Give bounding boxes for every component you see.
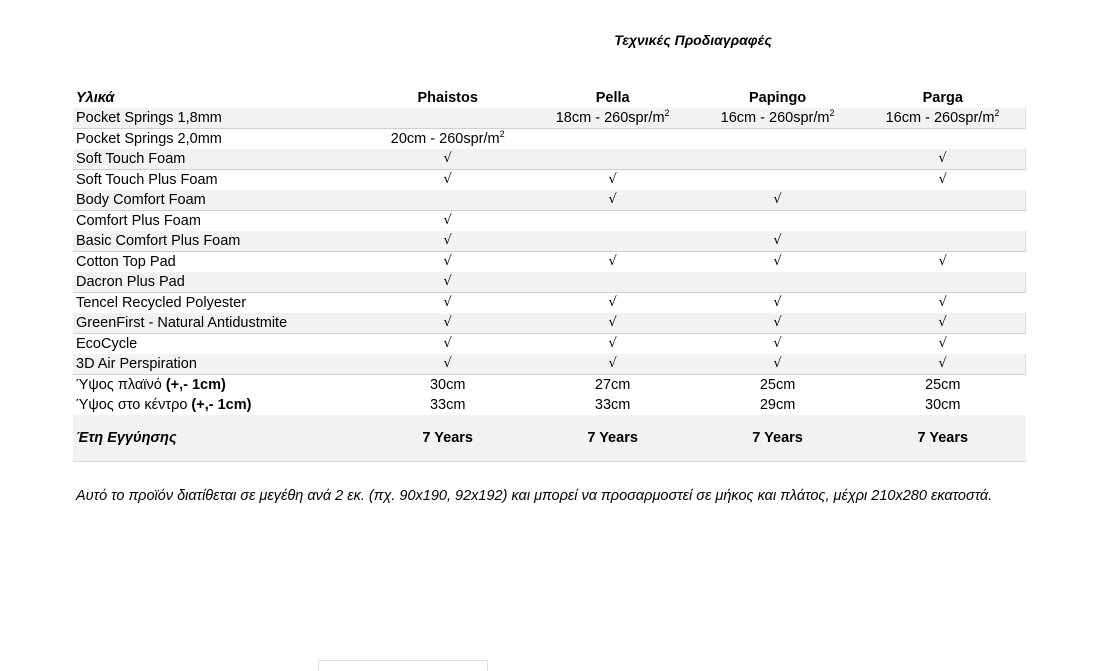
row-label: Cotton Top Pad	[76, 254, 176, 270]
height-value: 30cm	[925, 397, 961, 413]
height-value: 30cm	[429, 377, 466, 393]
row-label: Pocket Springs 1,8mm	[73, 108, 365, 129]
check-mark-icon	[695, 149, 860, 170]
check-mark-icon: √	[695, 354, 860, 375]
check-mark-icon: √	[938, 295, 947, 310]
check-mark-icon	[530, 231, 695, 252]
row-label: Body Comfort Foam	[73, 190, 365, 211]
table-row	[73, 170, 1026, 191]
row-label: Dacron Plus Pad	[73, 272, 365, 293]
cell-value	[530, 129, 695, 150]
check-mark-icon: √	[773, 295, 782, 310]
check-mark-icon: √	[365, 354, 530, 375]
row-label: Tencel Recycled Polyester	[76, 295, 247, 311]
table-row	[73, 149, 1026, 170]
check-mark-icon: √	[443, 172, 452, 187]
table-header-row	[73, 88, 1026, 108]
check-mark-icon	[695, 211, 860, 232]
check-mark-icon: √	[773, 336, 782, 351]
check-mark-icon: √	[860, 313, 1025, 334]
check-mark-icon: √	[695, 313, 860, 334]
check-mark-icon: √	[608, 295, 617, 310]
warranty-label: Έτη Εγγύησης	[73, 415, 365, 462]
check-mark-icon: √	[938, 172, 947, 187]
cell-value	[365, 129, 530, 150]
table-row	[73, 334, 1026, 355]
header-model: Pella	[595, 90, 630, 106]
check-mark-icon: √	[860, 149, 1025, 170]
header-model: Parga	[922, 90, 963, 106]
height-value: 25cm	[925, 377, 961, 393]
table-row	[73, 375, 1026, 396]
row-label: Pocket Springs 2,0mm	[76, 131, 222, 147]
height-value: 33cm	[594, 397, 631, 413]
availability-note: Αυτό το προϊόν διατίθεται σε μεγέθη ανά 2 εκ. (πχ. 90x190, 92x192) και μπορεί να προσαρμοστεί σε μήκος και πλάτος, μέχρι 210x280 εκατοστά.	[76, 488, 993, 504]
table-row	[73, 211, 1026, 232]
check-mark-icon: √	[443, 295, 452, 310]
check-mark-icon: √	[938, 336, 947, 351]
check-mark-icon: √	[443, 213, 452, 228]
specifications-table	[73, 88, 1026, 462]
superscript: 2	[994, 108, 1000, 119]
tolerance-label: (+,- 1cm)	[191, 397, 252, 413]
tolerance-label: (+,- 1cm)	[165, 377, 226, 393]
cell-value	[695, 129, 860, 150]
row-label: Basic Comfort Plus Foam	[73, 231, 365, 252]
spring-spec: 16cm - 260spr/m	[885, 110, 995, 126]
cell-value	[695, 108, 860, 129]
check-mark-icon: √	[365, 231, 530, 252]
warranty-value: 7 Years	[860, 415, 1025, 462]
table-row	[73, 354, 1026, 375]
spring-spec: 16cm - 260spr/m	[720, 110, 830, 126]
row-label: Comfort Plus Foam	[76, 213, 201, 229]
check-mark-icon	[860, 272, 1025, 293]
table-row	[73, 129, 1026, 150]
check-mark-icon	[860, 211, 1025, 232]
cell-value	[530, 108, 695, 129]
check-mark-icon: √	[530, 354, 695, 375]
table-row	[73, 190, 1026, 211]
check-mark-icon	[365, 190, 530, 211]
row-label: Soft Touch Foam	[73, 149, 365, 170]
table-row	[73, 108, 1026, 129]
superscript: 2	[664, 108, 670, 119]
check-mark-icon: √	[695, 190, 860, 211]
check-mark-icon: √	[938, 254, 947, 269]
height-value: 27cm	[594, 377, 631, 393]
table-row	[73, 252, 1026, 273]
row-label: Soft Touch Plus Foam	[76, 172, 218, 188]
row-label	[73, 395, 365, 415]
height-label: Ύψος στο κέντρο	[76, 397, 192, 413]
header-model: Phaistos	[417, 90, 478, 106]
warranty-value: 7 Years	[695, 415, 860, 462]
cell-value	[860, 129, 1025, 150]
row-label: 3D Air Perspiration	[73, 354, 365, 375]
height-value: 29cm	[759, 397, 796, 413]
cell-value	[860, 108, 1025, 129]
check-mark-icon: √	[443, 336, 452, 351]
spring-spec: 20cm - 260spr/m	[390, 131, 500, 147]
check-mark-icon: √	[608, 336, 617, 351]
check-mark-icon: √	[608, 254, 617, 269]
check-mark-icon: √	[365, 313, 530, 334]
check-mark-icon: √	[530, 313, 695, 334]
warranty-row	[73, 415, 1026, 462]
check-mark-icon	[530, 211, 695, 232]
check-mark-icon: √	[773, 254, 782, 269]
cell-value	[365, 108, 530, 129]
page-title: Τεχνικές Προδιαγραφές	[614, 32, 772, 48]
check-mark-icon	[860, 190, 1025, 211]
table-row	[73, 293, 1026, 314]
check-mark-icon	[530, 149, 695, 170]
header-materials: Υλικά	[76, 90, 115, 106]
row-label: GreenFirst - Natural Antidustmite	[73, 313, 365, 334]
height-value: 25cm	[759, 377, 796, 393]
table-row	[73, 231, 1026, 252]
table-row	[73, 313, 1026, 334]
table-row	[73, 395, 1026, 415]
warranty-value: 7 Years	[365, 415, 530, 462]
superscript: 2	[829, 108, 835, 119]
check-mark-icon: √	[365, 149, 530, 170]
header-model: Papingo	[748, 90, 807, 106]
check-mark-icon	[530, 272, 695, 293]
check-mark-icon: √	[443, 254, 452, 269]
check-mark-icon: √	[695, 231, 860, 252]
check-mark-icon: √	[365, 272, 530, 293]
check-mark-icon	[695, 170, 860, 191]
check-mark-icon: √	[608, 172, 617, 187]
height-label: Ύψος πλαϊνό	[76, 377, 166, 393]
table-row	[73, 272, 1026, 293]
warranty-value: 7 Years	[530, 415, 695, 462]
spring-spec: 18cm - 260spr/m	[555, 110, 665, 126]
check-mark-icon: √	[530, 190, 695, 211]
check-mark-icon	[860, 231, 1025, 252]
check-mark-icon: √	[860, 354, 1025, 375]
bottom-frame	[318, 660, 488, 671]
superscript: 2	[499, 129, 505, 140]
height-value: 33cm	[429, 397, 466, 413]
row-label: EcoCycle	[76, 336, 138, 352]
row-label	[73, 375, 365, 396]
check-mark-icon	[695, 272, 860, 293]
